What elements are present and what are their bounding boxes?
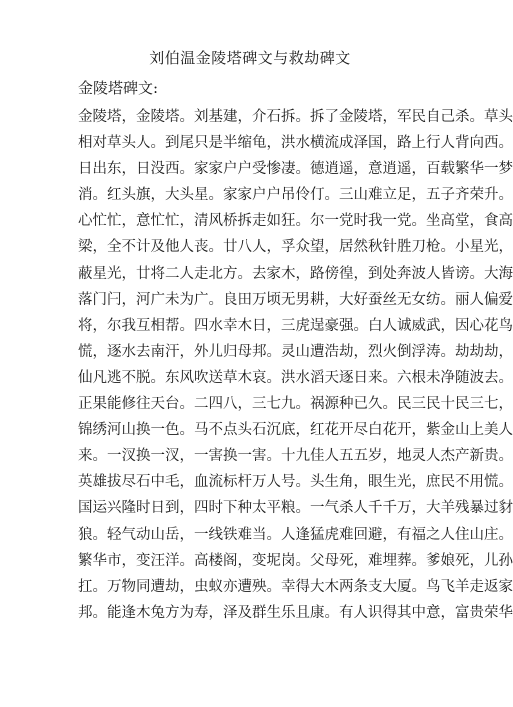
- text-line: 日出东，日没西。家家户户受惨凄。德逍遥，意逍遥，百载繁华一梦: [78, 161, 513, 178]
- text-line: 国运兴隆时日到，四时下种太平粮。一气杀人千千万，大羊残暴过豺: [78, 500, 513, 517]
- section-heading: 金陵塔碑文:: [78, 79, 159, 97]
- text-line: 心忙忙，意忙忙，清风桥拆走如狂。尔一党时我一党。坐高堂，食高: [78, 213, 513, 230]
- text-line: 来。一汊换一汊，一害换一害。十九佳人五五岁，地灵人杰产新贵。: [78, 448, 513, 465]
- text-line: 正果能修往天台。二四八，三七九。祸源种已久。民三民十民三七，: [78, 396, 513, 413]
- body-text: [78, 104, 513, 626]
- text-line: 英雄拔尽石中毛，血流标杆万人号。头生角，眼生光，庶民不用慌。: [78, 474, 513, 491]
- text-line: 锦绣河山换一色。马不点头石沉底，红花开尽白花开，紫金山上美人: [78, 422, 513, 439]
- text-line: 将，尔我互相帮。四水幸木日，三虎逞豪强。白人诚威武，因心花鸟: [78, 317, 513, 334]
- text-line: 相对草头人。到尾只是半缩龟，洪水横流成泽国，路上行人背向西。: [78, 135, 513, 152]
- text-line: 消。红头旗，大头星。家家户户吊伶仃。三山难立足，五子齐荣升。: [78, 187, 513, 204]
- text-line: 仙凡逃不脱。东风吹送草木哀。洪水滔天逐日来。六根未净随波去。: [78, 369, 513, 386]
- document-title: 刘伯温金陵塔碑文与救劫碑文: [149, 49, 351, 67]
- text-line: 邦。能逢木兔方为寿，泽及群生乐且康。有人识得其中意，富贵荣华: [78, 604, 513, 621]
- text-line: 繁华市，变汪洋。高楼阁，变坭岗。父母死，难埋葬。爹娘死，儿孙: [78, 552, 513, 569]
- text-line: 慌，逐水去南汗，外儿归母邦。灵山遭浩劫，烈火倒浮涛。劫劫劫，: [78, 343, 513, 360]
- text-line: 扛。万物同遭劫，虫蚁亦遭殃。幸得大木两条支大厦。鸟飞羊走返家: [78, 578, 513, 595]
- text-line: 梁，全不计及他人丧。廿八人，孚众望，居然秋针胜刀枪。小星光，: [78, 239, 513, 256]
- text-line: 狼。轻气动山岳，一线铁难当。人逢猛虎难回避，有福之人住山庄。: [78, 526, 513, 543]
- text-line: 金陵塔，金陵塔。刘基建，介石拆。拆了金陵塔，军民自己杀。草头: [78, 109, 513, 125]
- text-line: 蔽星光，廿将二人走北方。去家木，路傍徨，到处奔波人皆谤。大海: [78, 265, 513, 282]
- text-line: 落门闩，河广未为广。良田万顷无男耕，大好蚕丝无女纺。丽人偏爱: [78, 291, 513, 308]
